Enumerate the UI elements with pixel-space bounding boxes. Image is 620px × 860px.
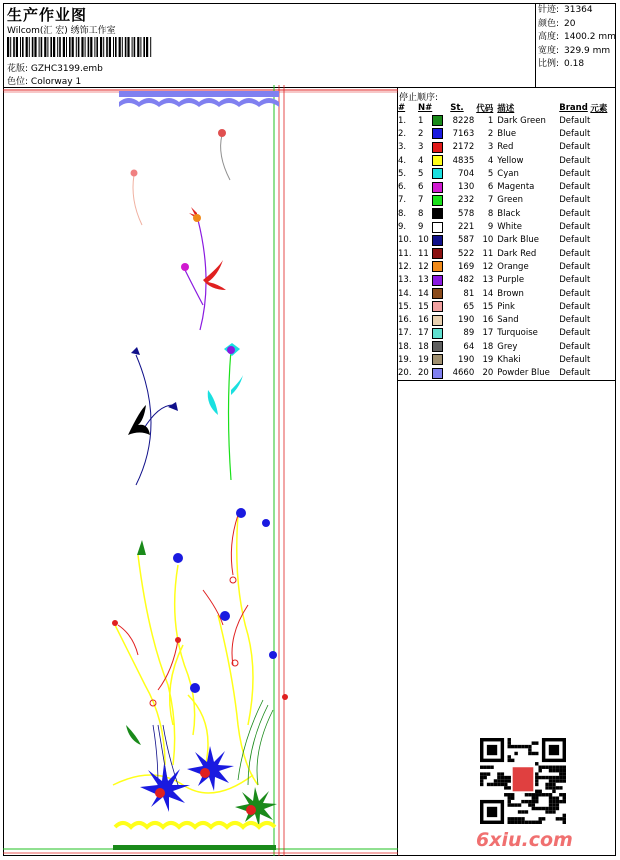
row-description: Dark Green	[497, 115, 546, 126]
row-index: 18.	[398, 341, 412, 352]
table-row	[398, 114, 607, 127]
flower-stem	[198, 220, 206, 330]
row-brand: Default	[559, 328, 591, 339]
bud	[218, 129, 226, 137]
row-description: Orange	[497, 261, 529, 272]
flower	[269, 651, 277, 659]
row-code: 15	[482, 301, 494, 312]
row-needle: 13	[418, 275, 429, 286]
row-needle: 8	[418, 208, 424, 219]
row-code: 11	[482, 248, 494, 259]
row-code: 17	[482, 328, 494, 339]
col-index: #	[398, 102, 406, 113]
bud-stem	[221, 135, 230, 180]
row-stitches: 232	[458, 195, 475, 206]
row-needle: 1	[418, 115, 424, 126]
row-brand: Default	[559, 235, 591, 246]
row-needle: 16	[418, 315, 429, 326]
color-swatch	[432, 275, 443, 286]
row-stitches: 4660	[452, 368, 475, 379]
table-row	[398, 194, 607, 207]
row-code: 10	[482, 235, 494, 246]
row-description: Turquoise	[497, 328, 538, 339]
row-element	[590, 327, 607, 340]
bottom-border-band	[113, 845, 276, 850]
row-element	[590, 313, 607, 326]
leaf	[126, 725, 141, 745]
row-brand: Default	[559, 115, 591, 126]
color-swatch	[432, 208, 443, 219]
table-header	[398, 101, 607, 114]
color-swatch	[432, 261, 443, 272]
col-code: 代码	[476, 103, 494, 114]
row-element	[590, 194, 607, 207]
row-element	[590, 154, 607, 167]
row-index: 14.	[398, 288, 412, 299]
row-index: 16.	[398, 315, 412, 326]
row-needle: 12	[418, 261, 429, 272]
row-swatch	[432, 274, 450, 287]
row-index: 3.	[398, 142, 407, 153]
page-title: 生产作业图	[7, 6, 88, 24]
table-row	[398, 353, 607, 366]
color-swatch	[432, 168, 443, 179]
row-swatch	[432, 127, 450, 140]
row-brand: Default	[559, 368, 591, 379]
embroidery-preview	[3, 85, 398, 856]
row-element	[590, 127, 607, 140]
flower	[181, 263, 189, 271]
colorway-label: 色位:	[7, 77, 29, 87]
row-stitches: 130	[458, 182, 475, 193]
leaf	[208, 390, 218, 415]
row-description: Sand	[497, 315, 519, 326]
row-brand: Default	[559, 261, 591, 272]
col-element: 元素	[590, 103, 608, 114]
row-stitches: 81	[463, 288, 475, 299]
row-brand: Default	[559, 341, 591, 352]
flower	[173, 553, 183, 563]
color-swatch	[432, 142, 443, 153]
table-row	[398, 300, 607, 313]
row-code: 12	[482, 261, 494, 272]
row-index: 11.	[398, 248, 412, 259]
row-needle: 20	[418, 368, 429, 379]
flower-stem	[143, 405, 173, 430]
row-index: 5.	[398, 168, 407, 179]
leaf	[128, 405, 150, 435]
row-index: 6.	[398, 182, 407, 193]
row-needle: 2	[418, 128, 424, 139]
row-brand: Default	[559, 354, 591, 365]
row-swatch	[432, 114, 450, 127]
barcode	[7, 37, 152, 57]
color-swatch	[432, 328, 443, 339]
row-needle: 17	[418, 328, 429, 339]
flower	[190, 683, 200, 693]
row-element	[590, 274, 607, 287]
table-row	[398, 234, 607, 247]
color-swatch	[432, 155, 443, 166]
row-stitches: 89	[463, 328, 475, 339]
row-description: Black	[497, 208, 521, 219]
bud	[131, 170, 138, 177]
flower	[220, 611, 230, 621]
row-element	[590, 234, 607, 247]
row-index: 19.	[398, 354, 412, 365]
row-needle: 4	[418, 155, 424, 166]
row-swatch	[432, 194, 450, 207]
row-code: 16	[482, 315, 494, 326]
color-swatch	[432, 288, 443, 299]
row-stitches: 190	[458, 315, 475, 326]
row-swatch	[432, 353, 450, 366]
row-stitches: 587	[458, 235, 475, 246]
row-code: 14	[482, 288, 494, 299]
row-stitches: 522	[458, 248, 475, 259]
row-needle: 11	[418, 248, 429, 259]
row-element	[590, 220, 607, 233]
row-description: Powder Blue	[497, 368, 550, 379]
color-swatch	[432, 182, 443, 193]
row-index: 9.	[398, 222, 407, 233]
row-stitches: 482	[458, 275, 475, 286]
row-swatch	[432, 207, 450, 220]
row-code: 2	[487, 128, 494, 139]
row-description: Red	[497, 142, 514, 153]
row-swatch	[432, 234, 450, 247]
row-stitches: 578	[458, 208, 475, 219]
top-border-band	[119, 91, 279, 97]
row-brand: Default	[559, 275, 591, 286]
row-index: 7.	[398, 195, 407, 206]
table-row	[398, 327, 607, 340]
row-description: Khaki	[497, 354, 521, 365]
row-code: 20	[482, 368, 494, 379]
table-row	[398, 127, 607, 140]
row-brand: Default	[559, 195, 591, 206]
leaf	[231, 375, 243, 395]
col-needle: N#	[418, 102, 433, 113]
flower-bud	[230, 577, 236, 583]
table-row	[398, 313, 607, 326]
row-needle: 18	[418, 341, 429, 352]
row-element	[590, 340, 607, 353]
spec-scale: 比例: 0.18	[538, 59, 585, 69]
qr-code	[480, 738, 566, 824]
row-stitches: 65	[463, 301, 475, 312]
row-index: 17.	[398, 328, 412, 339]
scallop-border	[119, 98, 279, 107]
row-code: 3	[487, 142, 494, 153]
row-description: Cyan	[497, 168, 519, 179]
flower-stem	[185, 270, 203, 305]
spec-colors: 颜色: 20	[538, 18, 576, 29]
row-needle: 10	[418, 235, 429, 246]
row-swatch	[432, 260, 450, 273]
row-stitches: 7163	[452, 128, 475, 139]
row-stitches: 169	[458, 261, 475, 272]
flower	[262, 519, 270, 527]
row-brand: Default	[559, 222, 591, 233]
color-swatch	[432, 195, 443, 206]
row-element	[590, 141, 607, 154]
row-brand: Default	[559, 168, 591, 179]
row-code: 7	[487, 195, 494, 206]
row-code: 9	[487, 222, 494, 233]
color-swatch	[432, 115, 443, 126]
row-index: 1.	[398, 115, 407, 126]
table-row	[398, 141, 607, 154]
bud-stem	[133, 175, 142, 225]
row-element	[590, 114, 607, 127]
table-row	[398, 274, 607, 287]
table-row	[398, 154, 607, 167]
flower	[236, 508, 246, 518]
lace-border	[115, 823, 275, 827]
row-description: Yellow	[497, 155, 524, 166]
row-swatch	[432, 167, 450, 180]
row-swatch	[432, 313, 450, 326]
color-swatch	[432, 301, 443, 312]
row-index: 4.	[398, 155, 407, 166]
row-swatch	[432, 300, 450, 313]
row-brand: Default	[559, 288, 591, 299]
colorway-name: Colorway 1	[30, 77, 82, 87]
row-needle: 5	[418, 168, 424, 179]
color-swatch	[432, 368, 443, 379]
flower	[227, 346, 235, 354]
leaf	[137, 540, 146, 555]
table-row	[398, 287, 607, 300]
row-description: Blue	[497, 128, 517, 139]
row-element	[590, 367, 607, 380]
row-brand: Default	[559, 128, 591, 139]
design-label: 花版:	[7, 64, 29, 74]
row-needle: 3	[418, 142, 424, 153]
row-description: Dark Red	[497, 248, 537, 259]
large-flower	[140, 764, 190, 812]
row-code: 6	[487, 182, 494, 193]
row-brand: Default	[559, 155, 591, 166]
row-swatch	[432, 154, 450, 167]
row-element	[590, 167, 607, 180]
row-brand: Default	[559, 208, 591, 219]
color-swatch	[432, 128, 443, 139]
row-code: 1	[487, 115, 494, 126]
row-index: 12.	[398, 261, 412, 272]
row-element	[590, 260, 607, 273]
row-description: Brown	[497, 288, 524, 299]
row-stitches: 64	[463, 341, 475, 352]
row-element	[590, 300, 607, 313]
row-swatch	[432, 180, 450, 193]
row-swatch	[432, 220, 450, 233]
row-code: 19	[482, 354, 494, 365]
color-sequence-table	[398, 101, 607, 380]
row-needle: 15	[418, 301, 429, 312]
row-brand: Default	[559, 301, 591, 312]
table-row	[398, 367, 607, 380]
table-row	[398, 220, 607, 233]
row-index: 10.	[398, 235, 412, 246]
spec-width: 宽度: 329.9 mm	[538, 45, 611, 56]
large-flower	[187, 746, 234, 791]
row-description: Pink	[497, 301, 515, 312]
col-brand: Brand	[559, 102, 588, 113]
spec-height: 高度: 1400.2 mm	[538, 32, 616, 42]
row-brand: Default	[559, 142, 591, 153]
seal-logo	[513, 767, 534, 791]
row-swatch	[432, 287, 450, 300]
row-index: 13.	[398, 275, 412, 286]
table-row	[398, 340, 607, 353]
row-index: 15.	[398, 301, 412, 312]
row-brand: Default	[559, 182, 591, 193]
row-description: White	[497, 222, 522, 233]
row-brand: Default	[559, 248, 591, 259]
table-row	[398, 207, 607, 220]
row-index: 8.	[398, 208, 407, 219]
row-element	[590, 353, 607, 366]
row-code: 5	[487, 168, 494, 179]
row-index: 20.	[398, 368, 412, 379]
row-code: 18	[482, 341, 494, 352]
row-needle: 14	[418, 288, 429, 299]
table-row	[398, 180, 607, 193]
row-needle: 19	[418, 354, 429, 365]
row-stitches: 4835	[452, 155, 475, 166]
col-description: 描述	[497, 103, 515, 114]
spec-stitches: 针迹: 31364	[538, 5, 593, 15]
table-row	[398, 167, 607, 180]
color-swatch	[432, 235, 443, 246]
watermark: 6xiu.com	[476, 829, 573, 851]
row-code: 13	[482, 275, 494, 286]
row-swatch	[432, 340, 450, 353]
bottom-flower-cluster	[113, 515, 273, 793]
flower	[168, 402, 178, 411]
row-description: Dark Blue	[497, 235, 539, 246]
row-swatch	[432, 247, 450, 260]
flower	[112, 620, 118, 626]
large-flower	[235, 787, 277, 827]
row-swatch	[432, 141, 450, 154]
row-description: Magenta	[497, 182, 535, 193]
studio-name: Wilcom(汇 宏) 绣饰工作室	[7, 26, 116, 36]
row-stitches: 704	[458, 168, 475, 179]
flower	[175, 637, 181, 643]
color-swatch	[432, 315, 443, 326]
flower	[282, 694, 288, 700]
color-swatch	[432, 222, 443, 233]
row-element	[590, 247, 607, 260]
row-description: Green	[497, 195, 524, 206]
row-element	[590, 207, 607, 220]
row-element	[590, 180, 607, 193]
color-swatch	[432, 354, 443, 365]
row-brand: Default	[559, 315, 591, 326]
row-needle: 6	[418, 182, 424, 193]
table-row	[398, 247, 607, 260]
color-swatch	[432, 341, 443, 352]
color-swatch	[432, 248, 443, 259]
row-stitches: 190	[458, 354, 475, 365]
table-divider	[397, 380, 616, 381]
sequence-title: 停止顺序:	[399, 93, 439, 103]
design-file-row	[7, 61, 103, 74]
row-stitches: 8228	[452, 115, 475, 126]
table-row	[398, 260, 607, 273]
spec-panel	[538, 4, 616, 72]
row-swatch	[432, 327, 450, 340]
flower	[131, 347, 140, 355]
design-file-name: GZHC3199.emb	[30, 64, 103, 74]
row-description: Purple	[497, 275, 525, 286]
row-needle: 9	[418, 222, 424, 233]
row-needle: 7	[418, 195, 424, 206]
col-stitches: St.	[450, 102, 464, 113]
row-stitches: 221	[458, 222, 475, 233]
spec-divider	[535, 3, 536, 87]
row-swatch	[432, 367, 450, 380]
row-code: 4	[487, 155, 494, 166]
row-index: 2.	[398, 128, 407, 139]
row-element	[590, 287, 607, 300]
row-code: 8	[487, 208, 494, 219]
flower-stem	[229, 350, 232, 480]
row-description: Grey	[497, 341, 518, 352]
row-stitches: 2172	[452, 142, 475, 153]
flower	[193, 214, 201, 222]
col-swatch	[432, 101, 450, 114]
